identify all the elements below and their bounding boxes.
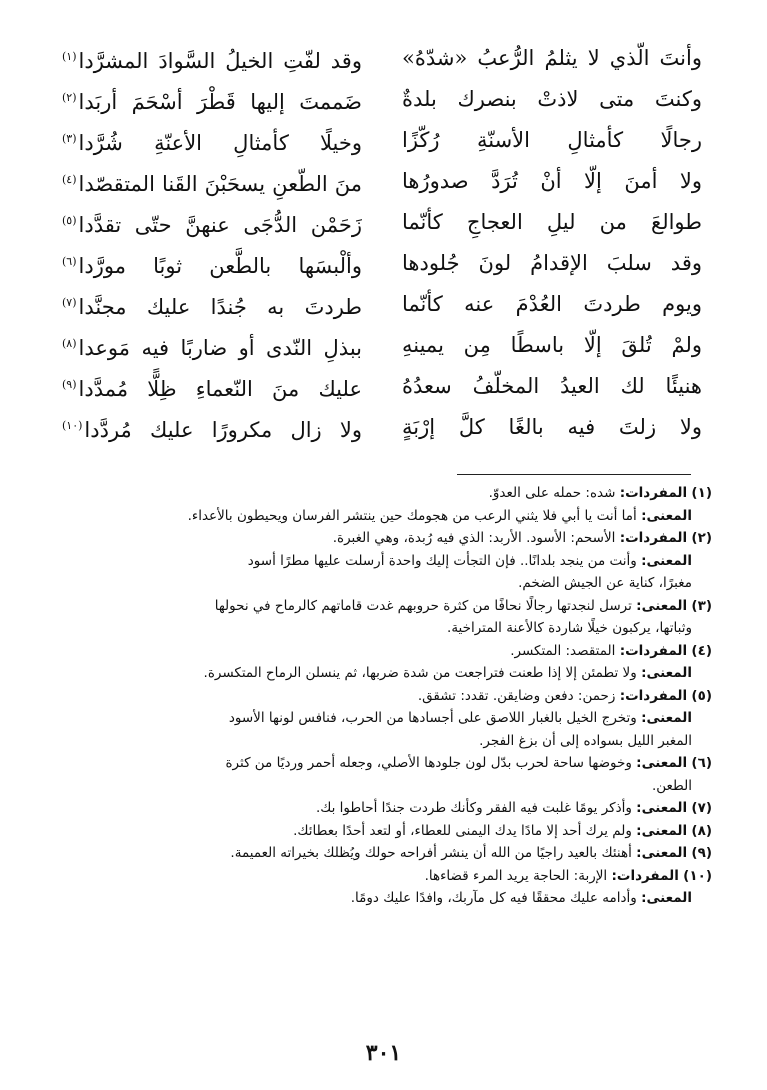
footnote-number: (٤) [691, 642, 712, 659]
footnote-text: ولا تطمئن إلا إذا طعنت فتراجعت من شدة ضربها، ثم ينسلن الرماح المتكسرة. [203, 665, 637, 681]
verse-first-hemistich: ولا زلتَ فيه بالغًا كلَّ إرْبَةٍ [402, 415, 702, 439]
footnote-separator [457, 474, 691, 475]
footnote-text: المغبر الليل بسواده إلى أن بزغ الفجر. [479, 732, 692, 749]
footnote-line [62, 707, 712, 730]
verse-second-hemistich [62, 77, 362, 123]
footnote-line [62, 595, 712, 618]
verse-row [62, 38, 702, 79]
footnote-number: (٨) [691, 822, 712, 839]
footnote-marker: (٨) [62, 336, 77, 350]
footnote-label: المعنى: [636, 597, 688, 614]
verse-second-text: طردتَ به جُندًا عليك مجنَّدا [78, 294, 362, 319]
footnote-text: وثباتها، يركبون خيلًا شاردة كالأعنة المتراخية. [447, 620, 692, 636]
verse-first-hemistich: وأنتَ الّذي لا يثلمُ الرُّعبُ «شدّهُ» [402, 46, 702, 70]
verse-first-hemistich: ويوم طردتَ العُدْمَ عنه كأنّما [402, 292, 702, 316]
verse-second-hemistich [62, 364, 362, 410]
footnote-label: المفردات: [619, 687, 688, 704]
verse-second-text: وألْبسَها بالطَّعن ثوبًا مورَّدا [78, 253, 362, 278]
footnote-marker: (٥) [62, 213, 77, 227]
footnote-line [62, 527, 712, 550]
verse-first-hemistich: وقد سلبَ الإقدامُ لونَ جُلودها [402, 251, 702, 275]
footnote-marker: (٢) [62, 90, 77, 104]
verse-row [62, 407, 702, 448]
footnotes [62, 482, 712, 910]
footnote-marker: (١٠) [62, 418, 83, 432]
footnote-text: وأنت من ينجد بلدانًا.. فإن التجأت إليك واحدة أرسلت عليها مطرًا أسود [247, 552, 637, 569]
verse-second-hemistich [62, 241, 362, 287]
verse-second-text: عليك منَ النّعماءِ ظِلًّا مُمدَّدا [78, 376, 362, 401]
footnote-marker: (٦) [62, 254, 77, 268]
footnote-label: المعنى: [641, 552, 692, 569]
verse-second-hemistich [62, 282, 362, 328]
footnote-text: الطعن. [651, 777, 692, 794]
verse-row [62, 325, 702, 366]
verse-second-text: منَ الطّعنِ يسحَبْنَ القَنا المتقصّدا [78, 171, 362, 196]
footnote-line [62, 572, 712, 595]
footnote-line [62, 482, 712, 505]
verse-second-text: ضَممتَ إليها قَطْرَ أسْحَمَ أربَدا [78, 89, 362, 114]
footnote-number: (١٠) [683, 867, 712, 884]
footnote-line [62, 820, 712, 843]
verse-row [62, 202, 702, 243]
verse-first-hemistich: ولمْ تُلقَ إلّا باسطًا مِن يمينهِ [402, 333, 702, 357]
verse-first-hemistich: طوالعَ من ليلِ العجاجِ كأنّما [402, 210, 702, 234]
verse-second-text: ولا زال مكرورًا عليك مُردَّدا [84, 417, 362, 442]
footnote-line [62, 797, 712, 820]
footnote-line [62, 505, 712, 528]
footnote-text: زحمن: دفعن وضايقن. تقدد: تشقق. [417, 687, 616, 704]
verse-row [62, 161, 702, 202]
footnote-line [62, 730, 712, 753]
verse-second-hemistich [62, 118, 362, 164]
footnote-number: (٩) [691, 845, 712, 861]
footnote-number: (٢) [691, 530, 712, 546]
footnote-text: ولم يرك أحد إلا مادًا يدك اليمنى للعطاء، أو لتعد أحدًا بعطائك. [293, 822, 632, 839]
footnote-marker: (٧) [62, 295, 77, 309]
footnote-number: (٥) [691, 687, 712, 704]
verse-row [62, 79, 702, 120]
footnote-text: وأذكر يومًا غلبت فيه الفقر وكأنك طردت جندًا أحاطوا بك. [315, 800, 632, 816]
footnote-line [62, 865, 712, 888]
footnote-text: ترسل لنجدتها رجالًا نحافًا من كثرة حروبهم غدت قاماتهم كالرماح في نحولها [214, 597, 632, 614]
verse-second-hemistich [62, 405, 362, 451]
footnote-label: المعنى: [636, 800, 688, 816]
footnote-label: المعنى: [636, 845, 688, 861]
footnote-line [62, 662, 712, 685]
verse-second-hemistich [62, 36, 362, 82]
footnote-label: المعنى: [641, 710, 692, 726]
footnote-line [62, 640, 712, 663]
verse-first-hemistich: رجالًا كأمثالِ الأسنّةِ رُكّزًا [402, 128, 702, 152]
footnote-text: وتخرج الخيل بالغبار اللاصق على أجسادها من الحرب، فنافس لونها الأسود [228, 710, 637, 726]
verse-row [62, 243, 702, 284]
footnote-label: المفردات: [619, 642, 688, 659]
verse-row [62, 366, 702, 407]
verse-second-text: وقد لفّتِ الخيلُ السَّوادَ المشرَّدا [78, 48, 362, 73]
verse-row [62, 284, 702, 325]
footnote-line [62, 685, 712, 708]
footnote-line [62, 550, 712, 573]
footnote-number: (٣) [691, 597, 712, 614]
verse-second-text: وخيلًا كأمثالِ الأعنّةِ شُرَّدا [78, 130, 362, 155]
verse-second-text: زَحَمْن الدُّجَى عنهنَّ حتّى تقدَّدا [78, 212, 362, 237]
verse-first-hemistich: وكنتَ متى لاذتْ بنصرك بلدةٌ [402, 87, 702, 111]
footnote-marker: (٤) [62, 172, 77, 186]
footnote-text: أما أنت يا أبي فلا يثني الرعب من هجومك حين ينتشر الفرسان ويحيطون بالأعداء. [187, 507, 637, 524]
footnote-text: شده: حمله على العدوّ. [488, 485, 616, 501]
footnote-label: المعنى: [641, 890, 692, 906]
verse-first-hemistich: ولا أمنَ إلّا أنْ تُرَدَّ صدورُها [402, 169, 702, 193]
verse-second-hemistich [62, 323, 362, 369]
footnote-label: المفردات: [619, 530, 688, 546]
footnote-label: المفردات: [619, 485, 688, 501]
footnote-line [62, 775, 712, 798]
footnote-text: الإربة: الحاجة يريد المرء قضاءها. [424, 867, 608, 884]
footnote-number: (٦) [691, 755, 712, 771]
footnote-label: المعنى: [636, 755, 688, 771]
footnote-label: المعنى: [641, 665, 692, 681]
footnote-line [62, 842, 712, 865]
footnote-text: مغبرًا، كناية عن الجيش الضخم. [518, 575, 692, 591]
verse-first-hemistich: هنيئًا لك العيدُ المخلّفُ سعدُهُ [402, 374, 702, 398]
poem [62, 38, 702, 458]
verse-second-hemistich [62, 200, 362, 246]
footnote-line [62, 617, 712, 640]
footnote-number: (٧) [691, 800, 712, 816]
page-number: ٣٠١ [365, 1040, 402, 1066]
footnote-text: وخوضها ساحة لحرب بدّل لون جلودها الأصلي، وجعله أحمر ورديًا من كثرة [225, 755, 632, 771]
footnote-marker: (١) [62, 49, 77, 63]
footnote-number: (١) [691, 485, 712, 501]
footnote-line [62, 887, 712, 910]
footnote-label: المفردات: [611, 867, 679, 884]
footnote-text: وأدامه عليك محققًا فيه كل مآربك، وافدًا عليك دومًا. [350, 890, 637, 906]
verse-second-text: ببذلِ النّدى أو ضاربًا فيه مَوعدا [78, 335, 362, 360]
verse-second-hemistich [62, 159, 362, 205]
footnote-text: أهنئك بالعيد راجيًا من الله أن ينشر أفراحه حولك ويُظلك بخيراته العميمة. [230, 845, 632, 861]
footnote-marker: (٩) [62, 377, 77, 391]
verse-row [62, 120, 702, 161]
footnote-line [62, 752, 712, 775]
footnote-label: المعنى: [636, 822, 688, 839]
footnote-text: الأسحم: الأسود. الأربد: الذي فيه رُبدة، وهي الغبرة. [332, 530, 616, 546]
footnote-marker: (٣) [62, 131, 77, 145]
footnote-label: المعنى: [641, 507, 692, 524]
footnote-text: المتقصد: المتكسر. [510, 642, 616, 659]
